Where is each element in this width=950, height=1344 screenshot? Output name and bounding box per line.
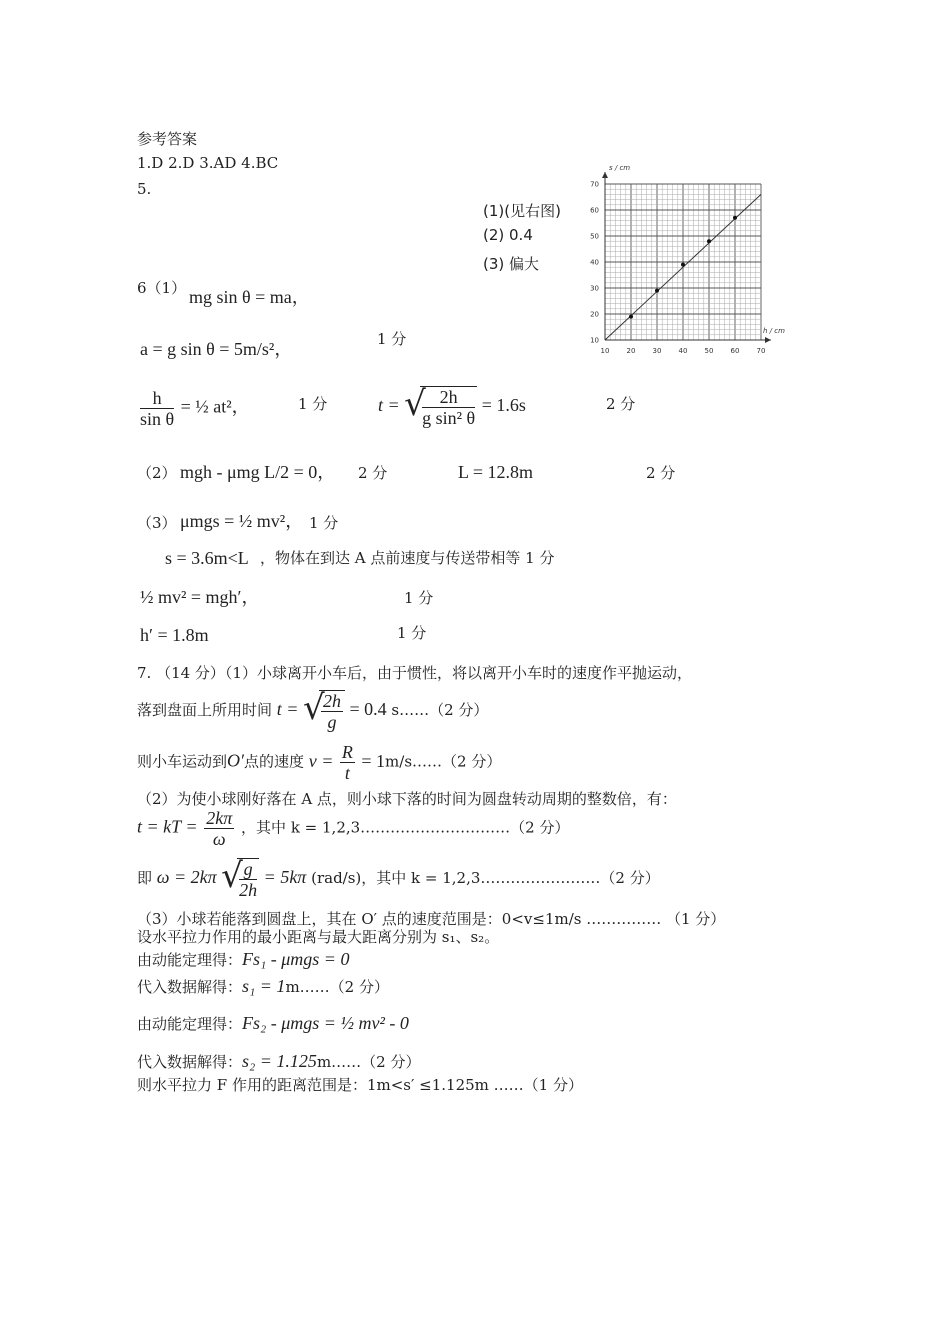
q7-line-9: 由动能定理得：Fs₁ - μmgs = 0 <box>137 949 350 969</box>
x-tick-label: 10 <box>600 347 610 355</box>
q7-line-3: 则小车运动到O′点的速度 v = $\frac{R}{t}$ = 1m/s……（2 分） <box>137 742 502 783</box>
q7-line-2: 落到盘面上所用时间 t = √ $\frac{2h}{g}$ = 0.4 s……（2 分） <box>137 688 489 732</box>
x-tick-label: 30 <box>652 347 662 355</box>
q7-line-5: t = kT = $\frac{2k\pi}{\omega}$ ，其中 k = 1,2,3…………………………（2 分） <box>137 808 570 849</box>
q7-line-7: （3）小球若能落到圆盘上，其在 O′ 点的速度范围是：0<v≤1m/s …………… （1 分） <box>137 910 726 928</box>
q6-label: 6（1） <box>137 279 187 297</box>
x-tick-label: 20 <box>626 347 636 355</box>
y-tick-label: 60 <box>590 206 599 215</box>
q5-label: 5. <box>137 180 152 198</box>
y-tick-label: 50 <box>590 232 599 241</box>
q6-label-2: （2） <box>137 464 177 482</box>
y-tick-label: 10 <box>590 336 599 345</box>
q7-line-8: 设水平拉力作用的最小距离与最大距离分别为 s₁、s₂。 <box>137 928 500 946</box>
q7-line-4: （2）为使小球刚好落在 A 点，则小球下落的时间为圆盘转动周期的整数倍，有： <box>137 790 677 808</box>
data-point <box>655 289 659 293</box>
data-point <box>733 216 737 220</box>
q6-text-6: ，物体在到达 A 点前速度与传送带相等 1 分 <box>260 549 555 567</box>
q7-line-10: 代入数据解得：s₁ = 1m……（2 分） <box>137 976 389 996</box>
q6-score-7: 1 分 <box>404 589 434 607</box>
x-tick-label: 50 <box>704 347 714 355</box>
q6-eq-6: s = 3.6m<L <box>165 548 249 568</box>
y-axis-label: s / cm <box>609 164 631 172</box>
q6-eq-5: μmgs = ½ mv²， <box>180 511 304 531</box>
q6-eq-4b: L = 12.8m <box>458 462 533 482</box>
q6-eq-3b: t = √ $\frac{2h}{\text{g sin² θ}}$ = 1.6s <box>378 384 526 428</box>
q7-line-13: 则水平拉力 F 作用的距离范围是：1m<s′ ≤1.125m ……（1 分） <box>137 1076 583 1094</box>
data-point <box>681 263 685 267</box>
q7-line-1: 7. （14 分）（1）小球离开小车后，由于惯性，将以离开小车时的速度作平抛运动， <box>137 664 692 682</box>
q6-eq-1: mg sin θ = ma， <box>189 287 310 307</box>
x-tick-label: 70 <box>756 347 766 355</box>
data-point <box>629 315 633 319</box>
answers-1-4: 1.D 2.D 3.AD 4.BC <box>137 154 279 172</box>
q5-answer-3: (3) 偏大 <box>483 255 540 273</box>
q5-answer-2: (2) 0.4 <box>483 226 533 244</box>
q7-line-6: 即 ω = 2kπ √ $\frac{g}{2h}$ = 5kπ (rad/s)，其中 k = 1,2,3……………………（2 分） <box>137 856 660 900</box>
y-tick-label: 40 <box>590 258 599 267</box>
x-tick-label: 60 <box>730 347 740 355</box>
s-h-chart <box>578 158 793 358</box>
q6-score-4: 2 分 <box>358 464 388 482</box>
q6-eq-8: h′ = 1.8m <box>140 625 209 645</box>
q6-score-3: 1 分 <box>298 395 328 413</box>
q5-answer-1: (1)(见右图) <box>483 202 561 220</box>
x-tick-label: 40 <box>678 347 688 355</box>
q6-score-4b: 2 分 <box>646 464 676 482</box>
y-tick-label: 70 <box>590 180 599 189</box>
q6-eq-3: $\frac{h}{\text{sin θ}}$ = ½ at²， <box>140 388 250 429</box>
q6-score-5: 1 分 <box>309 514 339 532</box>
q6-label-3: （3） <box>137 514 177 532</box>
y-tick-label: 30 <box>590 284 599 293</box>
x-axis-label: h / cm <box>763 327 785 335</box>
x-axis-arrow <box>765 337 771 343</box>
data-point <box>707 239 711 243</box>
q6-score-8: 1 分 <box>397 624 427 642</box>
y-tick-label: 20 <box>590 310 599 319</box>
q6-score-2: 1 分 <box>377 330 407 348</box>
q7-line-12: 代入数据解得：s₂ = 1.125m……（2 分） <box>137 1051 421 1071</box>
page-title: 参考答案 <box>137 130 198 148</box>
y-axis-arrow <box>602 172 608 178</box>
q6-score-3b: 2 分 <box>606 395 636 413</box>
q6-eq-4: mgh - μmg L/2 = 0， <box>180 462 336 482</box>
q7-line-11: 由动能定理得：Fs₂ - μmgs = ½ mv² - 0 <box>137 1013 409 1033</box>
q6-eq-2: a = g sin θ = 5m/s²， <box>140 339 293 359</box>
q6-eq-7: ½ mv² = mgh′， <box>140 587 260 607</box>
